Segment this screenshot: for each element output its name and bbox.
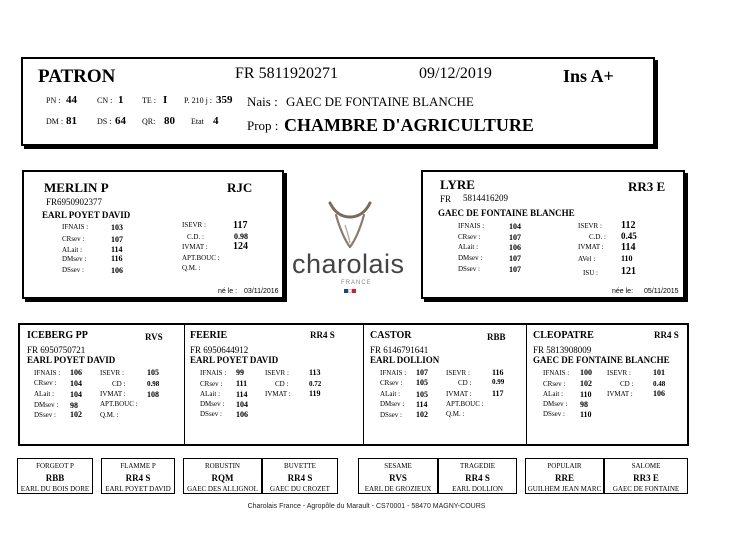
gp-isevr: 105 (147, 368, 159, 377)
ggp-code: RR4 S (125, 473, 151, 483)
father-ifnais-label: IFNAIS : (62, 223, 89, 231)
pn-value: 44 (66, 94, 77, 106)
grandparents-row (18, 323, 689, 446)
gp-cd-label: CD : (112, 380, 126, 388)
gp-name: CASTOR (370, 330, 412, 341)
gp-crsev: 104 (70, 379, 82, 388)
bull-head-icon (290, 195, 410, 250)
mother-avel: 110 (621, 254, 633, 263)
gp-dmsev-label: DMsev : (200, 400, 225, 408)
gp-name: CLEOPATRE (533, 330, 594, 341)
mother-isu-label: ISU : (583, 269, 598, 277)
ds-value: 64 (115, 115, 126, 127)
mother-isevr: 112 (621, 220, 636, 231)
ggp-cell (183, 458, 262, 494)
father-cd: 0.98 (234, 232, 248, 241)
mother-dmsev: 107 (509, 254, 521, 263)
gp-isevr-label: ISEVR : (607, 369, 631, 377)
ggp-owner: EARL DU BOIS DORE (20, 485, 90, 493)
gp-ivmat-label: IVMAT : (265, 390, 291, 398)
sire-header (21, 57, 655, 146)
ggp-owner: EARL DE GROZIEUX (364, 485, 432, 493)
ggp-code: RVS (389, 473, 407, 483)
father-isevr-label: ISEVR : (182, 221, 206, 229)
gp-crsev-label: CRsev : (200, 380, 223, 388)
cn-label: CN : (97, 96, 113, 105)
gp-alait: 114 (236, 390, 248, 399)
ggp-cell (101, 458, 175, 494)
ggp-name: FORGEOT P (36, 462, 74, 470)
mother-crsev: 107 (509, 233, 521, 242)
gp-dssev-label: DSsev : (380, 411, 402, 419)
ggp-owner: EARL DOLLION (452, 485, 503, 493)
gp-isevr: 101 (653, 368, 665, 377)
gp-crsev-label: CRsev : (543, 380, 566, 388)
gp-ifnais: 106 (70, 368, 82, 377)
ggp-owner: GAEC DU CROZET (270, 485, 330, 493)
gp-alait-label: ALait : (34, 390, 55, 398)
ggp-code: RRE (554, 473, 574, 483)
father-dmsev-label: DMsev : (62, 255, 87, 263)
mother-cd-label: C.D. : (589, 233, 606, 241)
ggp-code: RQM (211, 473, 234, 483)
gp-breeder: EARL POYET DAVID (27, 355, 116, 365)
gp-crsev: 102 (580, 379, 592, 388)
logo-word: charolais (292, 249, 405, 279)
father-alait: 114 (111, 245, 123, 254)
gp-isevr: 116 (492, 368, 504, 377)
gp-qm-label: Q.M. : (100, 411, 119, 419)
ggp-name: SALOME (631, 462, 661, 470)
father-qm-label: Q.M. : (182, 264, 201, 272)
gp-id: FR 6950644912 (190, 345, 249, 355)
mother-breeder: GAEC DE FONTAINE BLANCHE (438, 208, 575, 218)
ds-label: DS : (97, 117, 112, 126)
ggp-code: RR4 S (287, 473, 313, 483)
father-id: FR6950902377 (46, 197, 103, 207)
pn-label: PN : (46, 96, 61, 105)
gp-ifnais: 107 (416, 368, 428, 377)
gp-alait-label: ALait : (543, 390, 564, 398)
gp-crsev: 105 (416, 378, 428, 387)
father-card (22, 170, 284, 299)
gp-dssev: 102 (70, 410, 82, 419)
gp-crsev-label: CRsev : (380, 379, 403, 387)
gp-ifnais-label: IFNAIS : (380, 369, 407, 377)
father-crsev: 107 (111, 235, 123, 244)
naiss-label: Nais : (247, 94, 278, 109)
gp-dmsev: 98 (580, 400, 588, 409)
father-crsev-label: CRsev : (62, 235, 85, 243)
gp-dssev-label: DSsev : (34, 411, 56, 419)
ggp-code: RR4 S (465, 473, 490, 483)
mother-ifnais: 104 (509, 222, 521, 231)
gp-ivmat: 119 (309, 389, 321, 398)
ggp-name: BUVETTE (284, 462, 316, 470)
gp-aptbouc-label: APT.BOUC : (446, 400, 484, 408)
gp-dssev-label: DSsev : (200, 410, 222, 418)
gp-ivmat-label: IVMAT : (446, 390, 472, 398)
mother-dssev-label: DSsev : (458, 265, 480, 273)
gp-dmsev-label: DMsev : (34, 401, 59, 409)
gp-dssev: 110 (580, 410, 592, 419)
father-ivmat-label: IVMAT : (182, 243, 208, 251)
gp-id: FR 5813908009 (533, 345, 592, 355)
gp-alait-label: ALait : (200, 390, 221, 398)
charolais-logo (290, 195, 410, 295)
gp-ivmat: 108 (147, 390, 159, 399)
sire-grade: Ins A+ (563, 66, 614, 86)
ggp-name: TRAGEDIE (460, 462, 495, 470)
gp-alait: 110 (580, 390, 592, 399)
gp-dssev-label: DSsev : (543, 410, 565, 418)
gp-isevr: 113 (309, 368, 321, 377)
father-dmsev: 116 (111, 254, 123, 263)
father-cd-label: C.D. : (187, 233, 204, 241)
gp-crsev-label: CRsev : (34, 379, 57, 387)
dm-label: DM : (46, 117, 64, 126)
father-dssev: 106 (111, 266, 123, 275)
father-name: MERLIN P (44, 180, 109, 195)
ggp-cell (262, 458, 338, 494)
mother-ivmat-label: IVMAT : (578, 243, 604, 251)
gp-code: RBB (487, 332, 506, 342)
qr-label: QR: (142, 117, 156, 126)
father-ivmat: 124 (233, 241, 248, 252)
father-breeder: EARL POYET DAVID (42, 210, 131, 220)
gp-code: RR4 S (310, 330, 335, 340)
father-aptbouc-label: APT.BOUC : (182, 254, 220, 262)
father-alait-label: ALait : (62, 246, 83, 254)
mother-alait: 106 (509, 243, 521, 252)
etat-value: 4 (213, 115, 219, 127)
mother-id-prefix: FR (440, 194, 452, 204)
gp-dmsev: 98 (70, 401, 78, 410)
gp-cd: 0.99 (492, 378, 505, 386)
gp-isevr-label: ISEVR : (446, 369, 470, 377)
gp-aptbouc-label: APT.BOUC : (100, 400, 138, 408)
ggp-owner: GUILHEM JEAN MARC (527, 485, 602, 493)
ggp-cell (438, 458, 517, 494)
gp-breeder: GAEC DE FONTAINE BLANCHE (533, 355, 670, 365)
logo-sub: FRANCE (341, 280, 372, 286)
gp-alait-label: ALait : (380, 390, 401, 398)
father-born: 03/11/2016 (244, 288, 279, 295)
gp-cd-label: CD : (275, 380, 289, 388)
ggp-owner: GAEC DE FONTAINE (612, 485, 680, 493)
gp-cd-label: CD : (458, 379, 472, 387)
gp-id: FR 6950750721 (27, 345, 86, 355)
mother-ivmat: 114 (621, 242, 636, 253)
gp-cd: 0.72 (309, 380, 322, 388)
father-code: RJC (227, 180, 253, 195)
mother-name: LYRE (440, 177, 475, 192)
gp-dmsev-label: DMsev : (380, 400, 405, 408)
gp-name: ICEBERG PP (27, 330, 88, 341)
ggp-owner: GAEC DES ALLIGNOL (187, 485, 258, 493)
gp-isevr-label: ISEVR : (100, 369, 124, 377)
gp-id: FR 6146791641 (370, 345, 429, 355)
gp-ivmat-label: IVMAT : (607, 390, 633, 398)
footer-address: Charolais France - Agropôle du Marault - CS70001 - 58470 MAGNY-COURS (247, 503, 486, 510)
te-value: I (163, 94, 168, 106)
naiss-value: GAEC DE FONTAINE BLANCHE (286, 94, 474, 109)
gp-ifnais: 99 (236, 368, 244, 377)
mother-dmsev-label: DMsev : (458, 254, 483, 262)
ggp-name: FLAMME P (120, 462, 156, 470)
dm-value: 81 (66, 115, 77, 127)
gp-crsev: 111 (236, 379, 248, 388)
mother-crsev-label: CRsev : (458, 233, 481, 241)
mother-ifnais-label: IFNAIS : (458, 222, 485, 230)
ggp-name: SESAME (384, 462, 412, 470)
gp-name: FEERIE (190, 330, 228, 341)
gp-ivmat-label: IVMAT : (100, 390, 126, 398)
gp-isevr-label: ISEVR : (265, 369, 289, 377)
ggp-owner: EARL POYET DAVID (105, 485, 171, 493)
mother-code: RR3 E (628, 179, 666, 194)
te-label: TE : (142, 96, 156, 105)
gp-code: RR4 S (654, 330, 679, 340)
mother-avel-label: AVel : (578, 255, 596, 263)
ggp-code: RR3 E (633, 473, 659, 483)
father-isevr: 117 (233, 220, 248, 231)
gp-alait: 104 (70, 390, 82, 399)
father-ifnais: 103 (111, 223, 123, 232)
gp-ivmat: 117 (492, 389, 504, 398)
etat-label: Etat (191, 117, 204, 126)
gp-dmsev: 114 (416, 400, 428, 409)
qr-value: 80 (164, 115, 175, 127)
prop-value: CHAMBRE D'AGRICULTURE (284, 115, 534, 135)
sire-date: 09/12/2019 (419, 65, 492, 82)
cn-value: 1 (118, 94, 124, 106)
gp-breeder: EARL POYET DAVID (190, 355, 279, 365)
gp-ifnais-label: IFNAIS : (34, 369, 61, 377)
mother-alait-label: ALait : (458, 243, 479, 251)
ggp-name: ROBUSTIN (204, 462, 240, 470)
gp-ivmat: 106 (653, 389, 665, 398)
ggp-code: RBB (45, 473, 65, 483)
sire-id: FR 5811920271 (235, 65, 338, 82)
p210-value: 359 (216, 94, 233, 106)
gp-dssev: 102 (416, 410, 428, 419)
gp-code: RVS (145, 332, 163, 342)
gp-dmsev-label: DMsev : (543, 400, 568, 408)
ggp-cell (604, 458, 688, 494)
ggp-cell (525, 458, 604, 494)
gp-dmsev: 104 (236, 400, 248, 409)
gp-ifnais: 100 (580, 368, 592, 377)
mother-isu: 121 (621, 266, 636, 277)
gp-cd: 0.98 (147, 380, 160, 388)
ggp-cell (17, 458, 93, 494)
gp-breeder: EARL DOLLION (370, 355, 440, 365)
mother-dssev: 107 (509, 265, 521, 274)
father-born-label: né le : (218, 288, 238, 295)
gp-alait: 105 (416, 390, 428, 399)
mother-isevr-label: ISEVR : (578, 222, 602, 230)
gp-dssev: 106 (236, 410, 248, 419)
mother-born: 05/11/2015 (644, 288, 679, 295)
father-dssev-label: DSsev : (62, 266, 84, 274)
gp-cd: 0.48 (653, 380, 666, 388)
flag-icon (344, 289, 356, 293)
mother-id: 5814416209 (463, 193, 508, 203)
gp-ifnais-label: IFNAIS : (543, 369, 570, 377)
ggp-name: POPULAIR (547, 462, 582, 470)
mother-card (421, 170, 685, 299)
mother-cd: 0.45 (621, 231, 637, 241)
ggp-cell (358, 458, 438, 494)
prop-label: Prop : (247, 118, 279, 133)
gp-cd-label: CD : (620, 380, 634, 388)
gp-qm-label: Q.M. : (446, 410, 465, 418)
gp-ifnais-label: IFNAIS : (200, 369, 227, 377)
mother-born-label: née le: (612, 288, 634, 295)
p210-label: P. 210 j : (184, 96, 213, 105)
sire-name: PATRON (38, 66, 116, 87)
